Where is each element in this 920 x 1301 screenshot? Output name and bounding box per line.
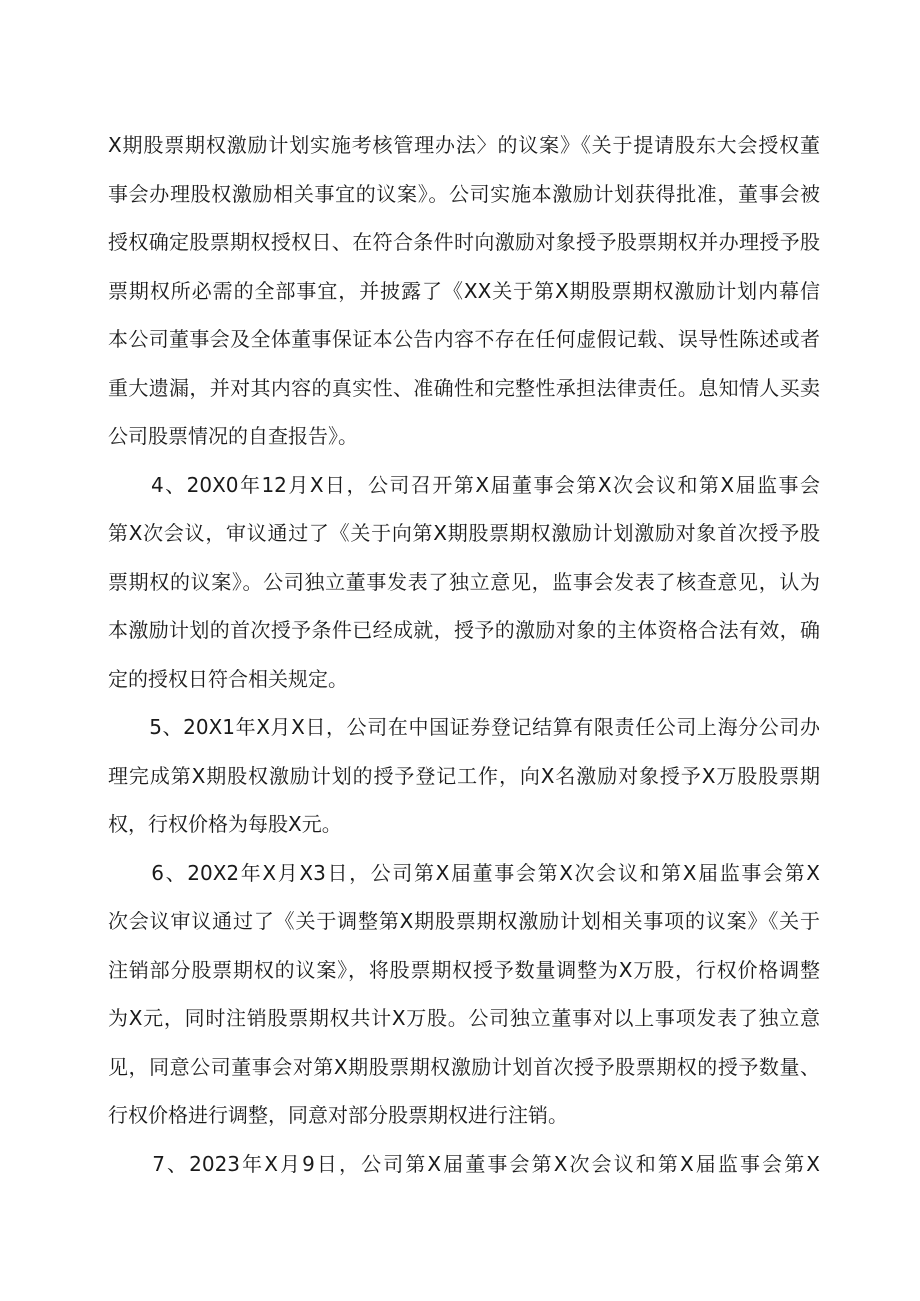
- text-line: 票期权所必需的全部事宜，并披露了《XX关于第X期股票期权激励计划内幕信: [108, 278, 820, 303]
- text-line: 权，行权价格为每股X元。: [108, 812, 342, 836]
- text-line: 票期权的议案》。公司独立董事发表了独立意见，监事会发表了核查意见，认为: [108, 569, 820, 594]
- text-line: 6、20X2年X月X3日，公司第X届董事会第X次会议和第X届监事会第X: [108, 860, 820, 885]
- text-line: 次会议审议通过了《关于调整第X期股票期权激励计划相关事项的议案》《关于: [108, 909, 820, 933]
- text-line: 7、2023年X月9日，公司第X届董事会第X次会议和第X届监事会第X: [108, 1151, 820, 1176]
- text-line: 见，同意公司董事会对第X期股票期权激励计划首次授予股票期权的授予数量、: [108, 1054, 820, 1079]
- text-line: 注销部分股票期权的议案》，将股票期权授予数量调整为X万股，行权价格调整: [108, 957, 820, 982]
- paragraph-item-6: [108, 849, 820, 1140]
- text-line: 行权价格进行调整，同意对部分股票期权进行注销。: [108, 1103, 568, 1127]
- text-line: 重大遗漏，并对其内容的真实性、准确性和完整性承担法律责任。息知情人买卖: [108, 375, 820, 400]
- text-line: 授权确定股票期权授权日、在符合条件时向激励对象授予股票期权并办理授予股: [108, 230, 820, 254]
- text-line: 定的授权日符合相关规定。: [108, 666, 348, 691]
- text-line: 4、20X0年12月X日，公司召开第X届董事会第X次会议和第X届监事会: [108, 472, 820, 497]
- text-line: 本公司董事会及全体董事保证本公告内容不存在任何虚假记载、误导性陈述或者: [108, 327, 820, 351]
- text-line: 公司股票情况的自查报告》。: [108, 424, 358, 448]
- paragraph-continuation: [108, 121, 820, 461]
- text-line: 为X元，同时注销股票期权共计X万股。公司独立董事对以上事项发表了独立意: [108, 1006, 820, 1030]
- text-line: X期股票期权激励计划实施考核管理办法〉的议案》《关于提请股东大会授权董: [108, 133, 820, 157]
- text-line: 本激励计划的首次授予条件已经成就，授予的激励对象的主体资格合法有效，确: [108, 618, 820, 642]
- paragraph-item-5: [108, 703, 820, 849]
- paragraph-item-7: [108, 1140, 820, 1189]
- paragraph-item-4: [108, 461, 820, 704]
- text-line: 事会办理股权激励相关事宜的议案》。公司实施本激励计划获得批准，董事会被: [108, 181, 820, 206]
- text-line: 理完成第X期股权激励计划的授予登记工作，向X名激励对象授予X万股股票期: [108, 763, 820, 788]
- text-line: 5、20X1年X月X日，公司在中国证券登记结算有限责任公司上海分公司办: [108, 715, 820, 739]
- text-line: 第X次会议，审议通过了《关于向第X期股票期权激励计划激励对象首次授予股: [108, 521, 820, 545]
- document-body: [108, 121, 820, 1188]
